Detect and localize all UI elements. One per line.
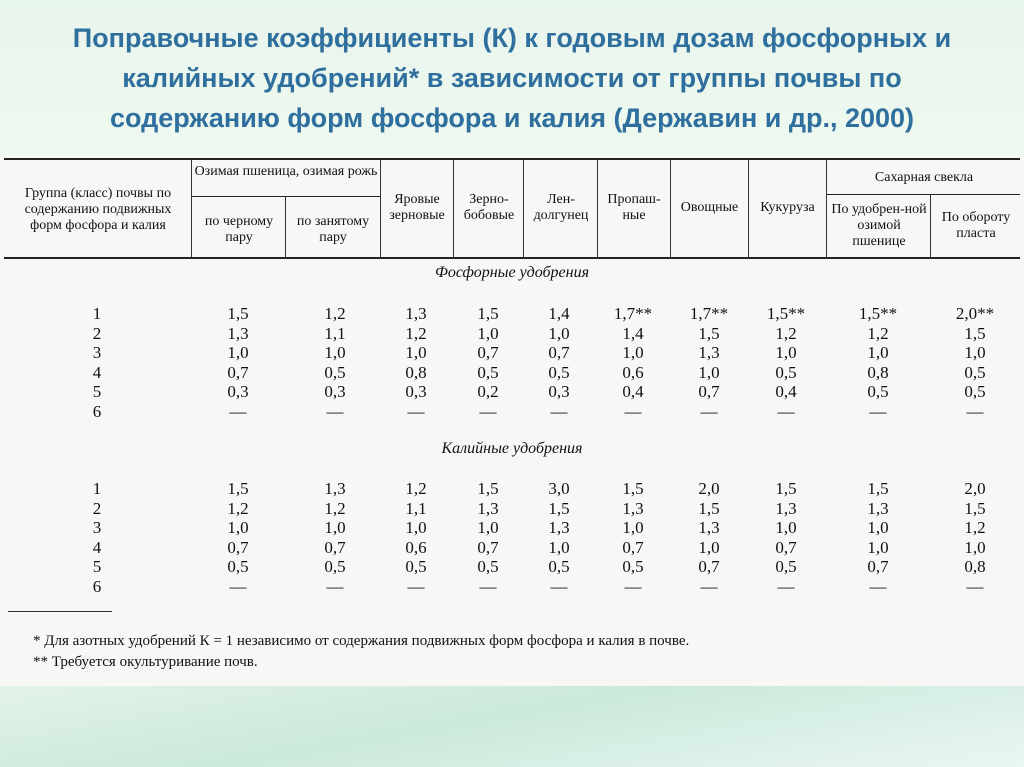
soil-group-cell: 3 (92, 343, 102, 362)
coefficient-cell: 1,3 (324, 479, 346, 498)
coefficient-cell: 0,7 (698, 557, 720, 576)
coefficient-cell: 1,0 (775, 343, 797, 362)
coefficient-cell: 1,4 (622, 323, 644, 343)
soil-group-cell: 5 (92, 382, 102, 401)
coefficient-cell: 0,5 (405, 557, 427, 576)
coefficient-cell: — (700, 576, 718, 596)
coefficient-cell: 1,5 (622, 479, 644, 498)
header-vegetables: Овощные (680, 200, 739, 215)
coefficient-cell: 1,5 (227, 479, 249, 498)
header-bottom-rule (4, 257, 1020, 259)
coefficient-cell: 1,0 (964, 537, 986, 557)
coefficient-cell: 1,1 (324, 323, 346, 343)
coefficient-cell: — (869, 401, 887, 421)
coefficient-cell: 0,7 (867, 557, 889, 576)
coefficient-cell: 1,5** (766, 304, 806, 323)
coefficient-cell: 0,6 (405, 537, 427, 557)
coefficient-cell: 1,5 (227, 304, 249, 323)
coefficient-cell: 1,1 (405, 498, 427, 518)
header-group: Группа (класс) почвы по содержанию подвижных форм фосфора и калия (24, 186, 172, 233)
coefficient-cell: — (700, 401, 718, 421)
section-title: Калийные удобрения (441, 440, 583, 457)
coefficient-cell: 0,5 (477, 557, 499, 576)
subheader-rule-beet (827, 194, 1020, 195)
coefficient-cell: 1,3 (405, 304, 427, 323)
coefficient-cell: 1,7** (689, 304, 729, 323)
coefficient-cell: 1,3 (775, 498, 797, 518)
title-line-1: Поправочные коэффициенты (К) к годовым дозам фосфорных и (72, 23, 952, 53)
coefficient-cell: 0,8 (405, 362, 427, 382)
soil-group-cell: 4 (92, 537, 102, 557)
footnote-rule (8, 611, 112, 612)
header-divider (670, 160, 671, 257)
title-line-3: содержанию форм фосфора и калия (Державин и др., 2000) (109, 103, 915, 133)
header-divider (597, 160, 598, 257)
coefficient-cell: — (479, 576, 497, 596)
coefficient-cell: 0,8 (964, 557, 986, 576)
decorative-bottom-band (0, 686, 1024, 767)
coefficient-cell: 0,7 (227, 362, 249, 382)
coefficient-cell: 1,3 (698, 343, 720, 362)
coefficient-cell: 1,5 (548, 498, 570, 518)
coefficient-cell: 1,5 (964, 323, 986, 343)
coefficient-cell: — (869, 576, 887, 596)
header-turnover: По обороту пласта (941, 210, 1011, 241)
header-winter-wheat: Озимая пшеница, озимая рожь (194, 164, 378, 179)
soil-group-cell: 4 (92, 362, 102, 382)
coefficient-cell: 0,5 (964, 382, 986, 401)
soil-group-cell: 6 (92, 401, 102, 421)
slide-title (0, 18, 1024, 138)
coefficient-cell: 1,4 (548, 304, 570, 323)
header-row-crops: Пропаш-ные (607, 192, 661, 223)
coefficient-cell: 1,0 (775, 518, 797, 537)
coefficient-cell: 1,5 (867, 479, 889, 498)
coefficient-cell: 1,0 (227, 343, 249, 362)
coefficient-cell: 0,4 (775, 382, 797, 401)
coefficient-cell: 1,5 (698, 323, 720, 343)
coefficient-cell: 0,5 (324, 557, 346, 576)
coefficient-cell: 0,7 (622, 537, 644, 557)
coefficient-cell: 0,5 (324, 362, 346, 382)
coefficient-cell: 3,0 (548, 479, 570, 498)
header-black-fallow: по черному пару (204, 214, 274, 245)
coefficient-cell: 0,5 (867, 382, 889, 401)
coefficient-cell: 1,0 (698, 537, 720, 557)
coefficient-cell: — (550, 401, 568, 421)
coefficient-cell: 0,3 (405, 382, 427, 401)
header-divider (453, 160, 454, 257)
coefficient-cell: 1,0 (867, 343, 889, 362)
coefficient-cell: 0,7 (324, 537, 346, 557)
coefficient-cell: — (229, 576, 247, 596)
coefficient-cell: 0,5 (477, 362, 499, 382)
coefficient-cell: — (407, 401, 425, 421)
coefficient-cell: — (229, 401, 247, 421)
coefficient-cell: — (550, 576, 568, 596)
coefficient-cell: 1,0 (324, 343, 346, 362)
coefficient-cell: — (966, 576, 984, 596)
title-line-2: калийных удобрений* в зависимости от группы почвы по (122, 63, 902, 93)
coefficient-cell: 1,3 (477, 498, 499, 518)
coefficient-cell: 1,0 (405, 343, 427, 362)
coefficient-cell: 2,0** (955, 304, 995, 323)
soil-group-cell: 1 (92, 479, 102, 498)
coefficient-cell: 1,0 (405, 518, 427, 537)
coefficient-cell: 1,0 (548, 323, 570, 343)
section-title: Фосфорные удобрения (434, 264, 590, 281)
header-sugar-beet: Сахарная свекла (874, 170, 974, 185)
soil-group-cell: 1 (92, 304, 102, 323)
coefficient-cell: 1,0 (867, 537, 889, 557)
coefficient-cell: 0,5 (548, 362, 570, 382)
coefficient-cell: 0,3 (227, 382, 249, 401)
header-divider (285, 197, 286, 257)
coefficient-cell: 2,0 (964, 479, 986, 498)
soil-group-cell: 5 (92, 557, 102, 576)
header-divider (930, 195, 931, 257)
soil-group-cell: 6 (92, 576, 102, 596)
coefficient-cell: 1,5 (964, 498, 986, 518)
header-occupied-fallow: по занятому пару (296, 214, 370, 245)
coefficient-cell: 1,2 (867, 323, 889, 343)
soil-group-cell: 2 (92, 323, 102, 343)
coefficient-cell: 1,0 (964, 343, 986, 362)
coefficient-cell: 1,5 (698, 498, 720, 518)
coefficient-cell: — (966, 401, 984, 421)
coefficient-cell: 1,0 (324, 518, 346, 537)
coefficient-cell: 1,0 (867, 518, 889, 537)
header-top-rule (4, 158, 1020, 160)
coefficient-cell: 1,2 (405, 479, 427, 498)
coefficient-cell: 0,7 (698, 382, 720, 401)
coefficient-cell: 0,7 (477, 537, 499, 557)
coefficient-cell: 1,7** (613, 304, 653, 323)
coefficient-cell: 0,7 (477, 343, 499, 362)
coefficient-cell: 0,3 (324, 382, 346, 401)
header-divider (191, 160, 192, 257)
header-divider (380, 160, 381, 257)
coefficient-cell: 1,5 (477, 304, 499, 323)
header-spring-grain: Яровые зерновые (389, 192, 445, 223)
coefficient-cell: 1,3 (867, 498, 889, 518)
coefficient-cell: 1,5 (775, 479, 797, 498)
footnote-nitrogen: * Для азотных удобрений К = 1 независимо от содержания подвижных форм фосфора и калия в почве. (33, 633, 690, 649)
coefficient-cell: 1,2 (964, 518, 986, 537)
coefficient-cell: 1,3 (698, 518, 720, 537)
coefficient-cell: — (326, 576, 344, 596)
coefficient-cell: 1,0 (477, 323, 499, 343)
coefficient-cell: 0,5 (775, 362, 797, 382)
coefficient-cell: 1,3 (622, 498, 644, 518)
coefficient-cell: 1,2 (405, 323, 427, 343)
coefficient-cell: 0,7 (775, 537, 797, 557)
coefficient-cell: — (407, 576, 425, 596)
header-after-wheat: По удобрен-ной озимой пшенице (831, 202, 927, 249)
coefficient-cell: 1,0 (698, 362, 720, 382)
coefficient-cell: — (624, 401, 642, 421)
coefficient-cell: 1,3 (227, 323, 249, 343)
coefficient-cell: 0,4 (622, 382, 644, 401)
coefficient-cell: 0,7 (548, 343, 570, 362)
header-flax: Лен-долгунец (533, 192, 589, 223)
coefficient-cell: 0,3 (548, 382, 570, 401)
coefficient-cell: 0,8 (867, 362, 889, 382)
coefficient-cell: — (624, 576, 642, 596)
coefficient-cell: 1,0 (622, 343, 644, 362)
coefficient-cell: 1,2 (775, 323, 797, 343)
footnote-cultivation: ** Требуется окультуривание почв. (33, 654, 258, 670)
coefficient-cell: 0,6 (622, 362, 644, 382)
header-divider (748, 160, 749, 257)
coefficient-cell: 0,7 (227, 537, 249, 557)
coefficient-cell: 1,3 (548, 518, 570, 537)
subheader-rule-wheat (192, 196, 380, 197)
coefficient-cell: 1,0 (227, 518, 249, 537)
soil-group-cell: 2 (92, 498, 102, 518)
coefficient-cell: 1,0 (622, 518, 644, 537)
coefficient-cell: 1,0 (477, 518, 499, 537)
soil-group-cell: 3 (92, 518, 102, 537)
coefficient-cell: 0,5 (775, 557, 797, 576)
header-divider (826, 160, 827, 257)
coefficient-cell: 0,2 (477, 382, 499, 401)
coefficient-cell: 1,2 (324, 498, 346, 518)
coefficient-cell: 0,5 (964, 362, 986, 382)
coefficient-cell: — (777, 576, 795, 596)
header-legumes: Зерно-бобовые (463, 192, 515, 223)
coefficient-cell: — (326, 401, 344, 421)
coefficient-cell: 0,5 (548, 557, 570, 576)
coefficient-cell: 1,0 (548, 537, 570, 557)
coefficient-cell: — (777, 401, 795, 421)
coefficient-cell: 1,5 (477, 479, 499, 498)
coefficient-cell: 2,0 (698, 479, 720, 498)
header-divider (523, 160, 524, 257)
coefficient-cell: 1,2 (324, 304, 346, 323)
header-corn: Кукуруза (760, 200, 815, 215)
coefficient-cell: 0,5 (227, 557, 249, 576)
coefficient-cell: 1,5** (858, 304, 898, 323)
coefficient-cell: — (479, 401, 497, 421)
coefficient-cell: 0,5 (622, 557, 644, 576)
coefficient-cell: 1,2 (227, 498, 249, 518)
